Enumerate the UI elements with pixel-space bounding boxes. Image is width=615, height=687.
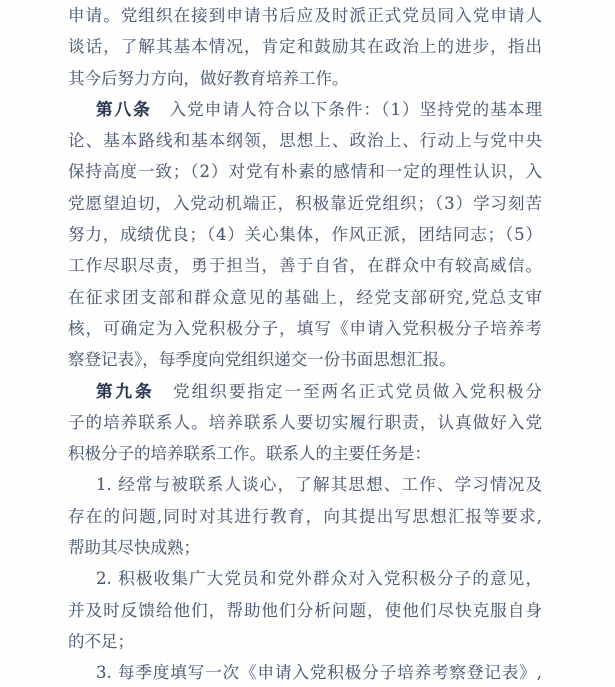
text-line — [68, 188, 542, 219]
text-line — [68, 0, 542, 31]
text-line-content: 保持高度一致；（2）对党有朴素的感情和一定的理性认识，入 — [68, 162, 542, 182]
text-line-content: 1. 经常与被联系人谈心，了解其思想、工作、学习情况及 — [96, 475, 542, 495]
text-line — [68, 250, 542, 281]
text-line — [68, 282, 542, 313]
text-line-content: 存在的问题,同时对其进行教育，向其提出写思想汇报等要求, — [68, 506, 542, 526]
text-line-content: 其今后努力方向，做好教育培养工作。 — [68, 68, 349, 88]
article-heading: 第八条 — [96, 99, 152, 119]
text-line-content: 入党申请人符合以下条件：（1）坚持党的基本理 — [151, 99, 542, 119]
text-line-content: 帮助其尽快成熟； — [68, 538, 200, 558]
text-line-content: 努力，成绩优良；（4）关心集体，作风正派，团结同志；（5） — [68, 225, 542, 245]
text-line — [68, 125, 542, 156]
text-line — [68, 595, 542, 626]
text-line-content: 子的培养联系人。培养联系人要切实履行职责，认真做好入党 — [68, 412, 542, 432]
text-line-content: 的不足； — [68, 631, 134, 651]
text-line-content: 申请。党组织在接到申请书后应及时派正式党员同入党申请人 — [68, 6, 542, 25]
text-line — [68, 438, 542, 469]
text-line-content: 2. 积极收集广大党员和党外群众对入党积极分子的意见， — [96, 569, 542, 589]
text-line — [68, 563, 542, 594]
text-line — [68, 407, 542, 438]
text-line — [68, 376, 542, 407]
text-line-content: 在征求团支部和群众意见的基础上，经党支部研究,党总支审 — [68, 287, 542, 307]
text-line-content: 工作尽职尽责，勇于担当，善于自省，在群众中有较高威信。 — [68, 256, 542, 276]
text-line — [68, 626, 542, 657]
document-text-block — [68, 0, 542, 687]
text-line — [68, 532, 542, 563]
text-line — [68, 313, 542, 344]
text-line — [68, 63, 542, 94]
article-heading: 第九条 — [96, 381, 155, 401]
text-line-content: 3. 每季度填写一次《申请入党积极分子培养考察登记表》, — [96, 663, 542, 683]
text-line — [68, 657, 542, 687]
text-line-content: 并及时反馈给他们，帮助他们分析问题，使他们尽快克服自身 — [68, 600, 542, 620]
text-line-content: 党组织要指定一至两名正式党员做入党积极分 — [154, 381, 542, 401]
text-line-content: 谈话，了解其基本情况，肯定和鼓励其在政治上的进步，指出 — [68, 37, 542, 57]
text-line-content: 核，可确定为入党积极分子，填写《申请入党积极分子培养考 — [68, 318, 542, 338]
text-line — [68, 94, 542, 125]
text-line — [68, 469, 542, 500]
text-line-content: 论、基本路线和基本纲领，思想上、政治上、行动上与党中央 — [68, 131, 542, 151]
text-line — [68, 31, 542, 62]
text-line — [68, 501, 542, 532]
text-line — [68, 156, 542, 187]
text-line-content: 积极分子的培养联系工作。联系人的主要任务是： — [68, 444, 431, 464]
text-line-content: 察登记表》，每季度向党组织递交一份书面思想汇报。 — [68, 350, 456, 370]
text-line-content: 党愿望迫切，入党动机端正，积极靠近党组织；（3）学习刻苦 — [68, 193, 542, 213]
text-line — [68, 344, 542, 375]
text-line — [68, 219, 542, 250]
